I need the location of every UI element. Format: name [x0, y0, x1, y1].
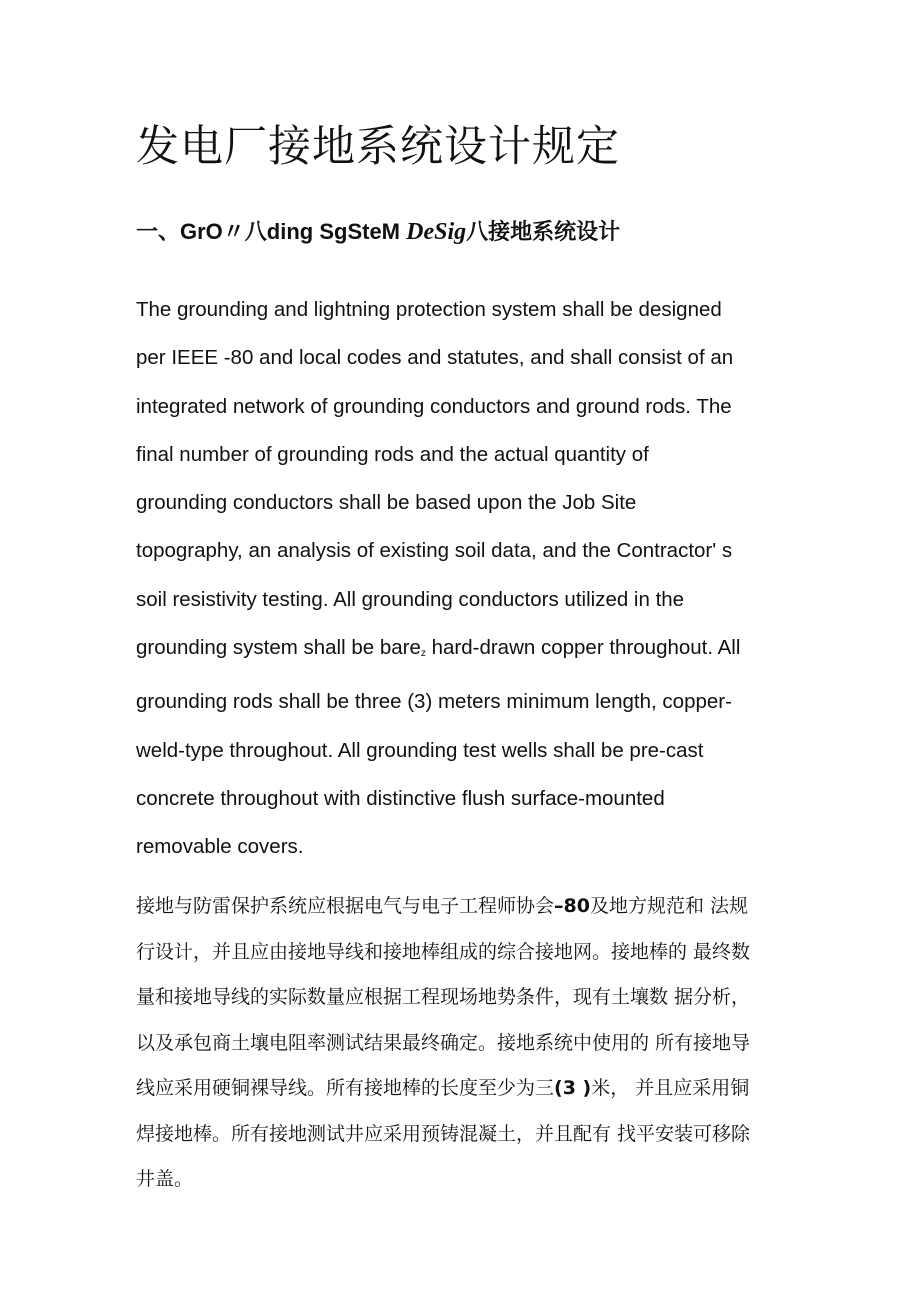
- subscript-char: z: [420, 648, 426, 660]
- english-line: weld-type throughout. All grounding test wells shall be pre-cast: [136, 738, 704, 762]
- chinese-line: 焊接地棒。所有接地测试井应采用预铸混凝土，并且配有 找平安装可移除: [136, 1122, 751, 1145]
- document-title: 发电厂接地系统设计规定: [136, 122, 620, 172]
- english-line: grounding rods shall be three (3) meters minimum length, copper-: [136, 690, 732, 714]
- english-line: soil resistivity testing. All grounding conductors utilized in the: [136, 587, 685, 611]
- chinese-line: [136, 884, 796, 930]
- chinese-line-text: 及地方规范和 法规: [589, 895, 749, 917]
- chinese-line: 井盖。: [136, 1168, 194, 1190]
- chinese-line: [136, 1066, 796, 1112]
- chinese-line-text: 接地与防雷保护系统应根据电气与电子工程师协会: [136, 895, 555, 917]
- english-line-text: hard-drawn copper throughout. All: [425, 636, 741, 660]
- english-paragraph: [136, 286, 796, 872]
- chinese-line-text: 线应采用硬铜裸导线。所有接地棒的长度至少为三: [136, 1077, 555, 1099]
- chinese-line: 量和接地导线的实际数量应根据工程现场地势条件，现有土壤数 据分析，: [136, 986, 751, 1008]
- chinese-line: 以及承包商土壤电阻率测试结果最终确定。接地系统中使用的 所有接地导: [136, 1031, 751, 1054]
- english-line: [136, 624, 796, 678]
- chinese-paragraph: [136, 884, 796, 1203]
- english-line-text: grounding system shall be bare: [136, 636, 421, 660]
- section-heading: [136, 218, 620, 247]
- chinese-line-bold: (3 ): [554, 1077, 592, 1099]
- chinese-line: 行设计，并且应由接地导线和接地棒组成的综合接地网。接地棒的 最终数: [136, 940, 751, 963]
- english-line: concrete throughout with distinctive flush surface-mounted: [136, 786, 665, 810]
- english-line: topography, an analysis of existing soil data, and the Contractor' s: [136, 539, 733, 563]
- english-line: grounding conductors shall be based upon the Job Site: [136, 491, 637, 515]
- section-heading-italic: DeSig: [406, 219, 467, 245]
- english-line: per IEEE -80 and local codes and statutes, and shall consist of an: [136, 346, 734, 370]
- chinese-line-text: 米， 并且应采用铜: [591, 1077, 750, 1099]
- english-line: removable covers.: [136, 835, 304, 859]
- section-heading-suffix: 八接地系统设计: [466, 219, 621, 244]
- english-line: The grounding and lightning protection system shall be designed: [136, 298, 722, 321]
- english-line: integrated network of grounding conductors and ground rods. The: [136, 394, 732, 418]
- section-heading-prefix: 一、GrO〃八ding SgSteM: [136, 219, 407, 244]
- english-line: final number of grounding rods and the actual quantity of: [136, 442, 649, 466]
- chinese-line-bold: –80: [554, 895, 590, 917]
